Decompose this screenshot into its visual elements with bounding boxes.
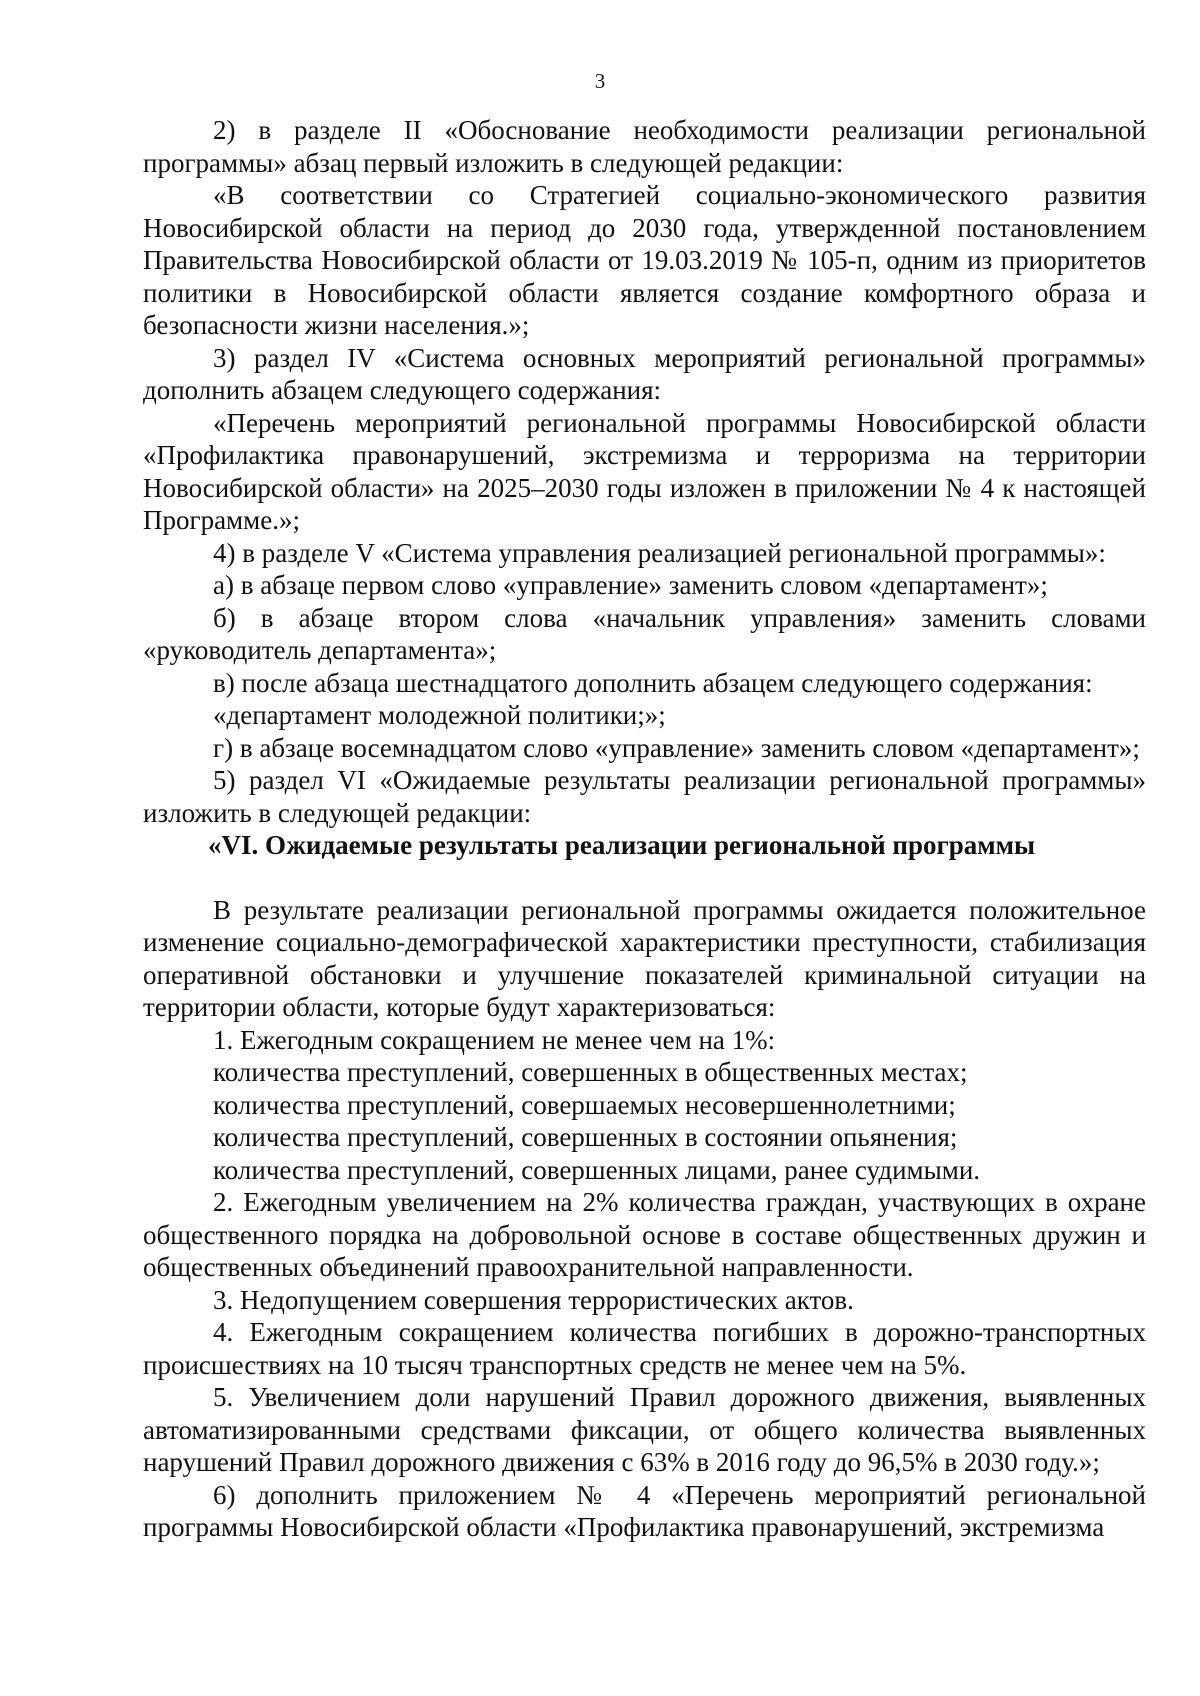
section-heading: «VI. Ожидаемые результаты реализации региональной программы: [208, 830, 1036, 860]
list-item-result-5: 5. Увеличением доли нарушений Правил дорожного движения, выявленных автоматизированными средствами фиксации, от общего количества выявленных нарушений Правил дорожного движения с 63% в 2016 году до 96,5% в 2030 году.»;: [143, 1382, 1146, 1477]
paragraph-amendment-4b: б) в абзаце втором слова «начальник управления» заменить словами «руководитель департамента»;: [143, 602, 1146, 665]
paragraph-amendment-4g: г) в абзаце восемнадцатом слово «управление» заменить словом «департамент»;: [213, 732, 1140, 763]
list-item-result-2: 2. Ежегодным увеличением на 2% количества граждан, участвующих в охране общественного порядка на добровольной основе в составе общественных дружин и общественных объединений правоохранительной направленности.: [143, 1187, 1146, 1282]
list-item-result-1: 1. Ежегодным сокращением не менее чем на 1%:: [213, 1024, 776, 1055]
paragraph-amendment-2: 2) в разделе II «Обоснование необходимости реализации региональной программы» абзац первый изложить в следующей редакции:: [143, 115, 1146, 178]
paragraph-amendment-3: 3) раздел IV «Система основных мероприятий региональной программы» дополнить абзацем следующего содержания:: [143, 342, 1146, 405]
paragraph-amendment-5: 5) раздел VI «Ожидаемые результаты реализации региональной программы» изложить в следующей редакции:: [143, 765, 1146, 828]
list-item-public-places: количества преступлений, совершенных в общественных местах;: [213, 1057, 968, 1087]
list-item-previously-convicted: количества преступлений, совершенных лицами, ранее судимыми.: [213, 1154, 981, 1185]
list-item-minors: количества преступлений, совершаемых несовершеннолетними;: [213, 1089, 956, 1120]
paragraph-amendment-4v: в) после абзаца шестнадцатого дополнить абзацем следующего содержания:: [213, 667, 1093, 698]
paragraph-strategy-quote: «В соответствии со Стратегией социально-экономического развития Новосибирской области на период до 2030 года, утвержденной постановлением Правительства Новосибирской области от 19.03.2019 № 105-п, одним из приоритетов политики в Новосибирской области является создание комфортного образа и безопасности жизни населения.»;: [143, 180, 1146, 340]
paragraph-amendment-4: 4) в разделе V «Система управления реализацией региональной программы»:: [213, 537, 1106, 568]
paragraph-youth-policy-quote: «департамент молодежной политики;»;: [213, 700, 666, 730]
paragraph-results-intro: В результате реализации региональной программы ожидается положительное изменение социально-демографической характеристики преступности, стабилизация оперативной обстановки и улучшение показателей криминальной ситуации на территории области, которые будут характеризоваться:: [143, 894, 1146, 1022]
page-number: 3: [594, 69, 606, 93]
list-item-result-3: 3. Недопущением совершения террористических актов.: [213, 1284, 854, 1315]
paragraph-events-list-quote: «Перечень мероприятий региональной программы Новосибирской области «Профилактика правонарушений, экстремизма и терроризма на территории Новосибирской области» на 2025–2030 годы изложен в приложении № 4 к настоящей Программе.»;: [143, 407, 1146, 535]
paragraph-amendment-4a: а) в абзаце первом слово «управление» заменить словом «департамент»;: [213, 570, 1048, 600]
document-body: [143, 114, 1146, 1544]
list-item-intoxication: количества преступлений, совершенных в состоянии опьянения;: [213, 1122, 958, 1152]
list-item-result-4: 4. Ежегодным сокращением количества погибших в дорожно-транспортных происшествиях на 10 тысяч транспортных средств не менее чем на 5%.: [143, 1317, 1146, 1380]
paragraph-amendment-6: 6) дополнить приложением № 4 «Перечень мероприятий региональной программы Новосибирской области «Профилактика правонарушений, экстремизма: [143, 1479, 1146, 1542]
